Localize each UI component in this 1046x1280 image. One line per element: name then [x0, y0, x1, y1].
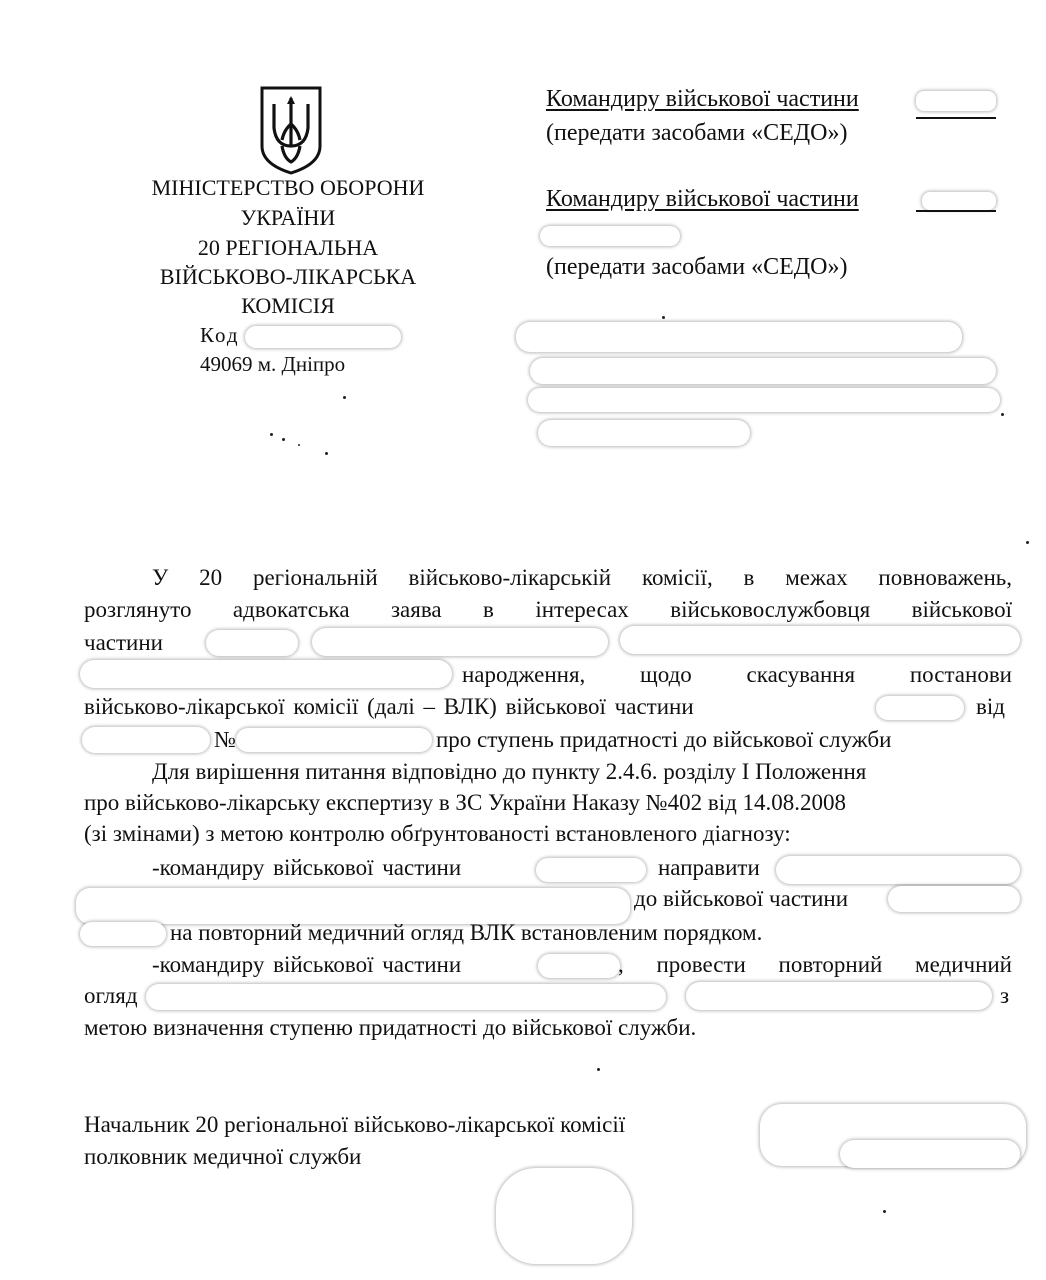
scan-speck [282, 438, 285, 441]
redaction-blot [916, 91, 996, 111]
body-p2-line2: про військово-лікарську експертизу в ЗС України Наказу №402 від 14.08.2008 [84, 790, 847, 815]
scan-speck [325, 452, 328, 455]
body-p4-line3: метою визначення ступеню придатності до військової служби. [84, 1015, 697, 1040]
redaction-blot [540, 226, 680, 246]
redaction-blot [686, 982, 992, 1010]
scan-speck [298, 444, 300, 446]
code-label: Код [200, 323, 240, 347]
scan-speck [1001, 413, 1004, 416]
redaction-blot [840, 1140, 1020, 1168]
addressee-commander-2: Командиру військової частини [546, 186, 859, 212]
redaction-blot [516, 322, 962, 352]
scan-speck [1026, 541, 1029, 544]
redaction-blot [146, 984, 666, 1010]
city-line: 49069 м. Дніпро [200, 352, 346, 376]
redaction-blot [528, 388, 1000, 412]
redaction-blot [312, 628, 608, 656]
body-p1-line2: розглянуто адвокатська заява в інтересах військовослужбовця військової [84, 597, 1012, 622]
redaction-blot [888, 886, 1020, 912]
body-p3-line2: до військової частини [634, 886, 849, 911]
underline-extension [916, 117, 996, 119]
body-p2-line1: Для вирішення питання відповідно до пункту 2.4.6. розділу І Положення [152, 759, 867, 784]
redaction-blot [236, 728, 432, 752]
redaction-blot [620, 626, 1020, 654]
redaction-blot [80, 660, 452, 688]
redaction-blot [206, 630, 298, 656]
redaction-blot [922, 192, 996, 210]
body-p4-line2a: огляд [84, 983, 138, 1008]
redaction-blot [530, 358, 996, 384]
signature-position: Начальник 20 регіональної військово-лікарської комісії [84, 1112, 626, 1137]
redaction-blot [876, 696, 964, 720]
body-p1-line1: У 20 регіональній військово-лікарській комісії, в межах повноважень, [152, 565, 1012, 590]
underline-extension [916, 210, 996, 212]
body-p1-line5a: військово-лікарської комісії (далі – ВЛК) військової частини [84, 694, 694, 719]
redaction-blot [496, 1168, 632, 1264]
body-p1-line6a: № [214, 727, 236, 752]
redaction-blot [538, 954, 620, 978]
body-p3-line3: на повторний медичний огляд ВЛК встановленим порядком. [170, 920, 763, 945]
redaction-blot [82, 727, 210, 753]
scan-speck [343, 396, 346, 399]
trident-coat-of-arms-icon [258, 84, 324, 176]
body-p1-line5b: від [976, 694, 1005, 719]
body-p4-line2b: з [1000, 983, 1010, 1008]
scan-speck [883, 1210, 886, 1213]
body-p2-line3: (зі змінами) з метою контролю обґрунтованості встановленого діагнозу: [84, 821, 791, 846]
body-p3-line1b: направити [658, 855, 760, 880]
body-p4-line1b: , провести повторний медичний [618, 952, 1012, 977]
redaction-blot [245, 326, 401, 348]
redaction-blot [536, 858, 646, 882]
redaction-blot [776, 856, 1020, 884]
body-p4-line1a: -командиру військової частини [152, 952, 462, 977]
scan-speck [662, 316, 665, 319]
org-line-commission: КОМІСІЯ [241, 293, 335, 318]
org-line-ministry: МІНІСТЕРСТВО ОБОРОНИ [151, 175, 425, 200]
body-p1-line3: частини [84, 630, 163, 655]
signature-rank: полковник медичної служби [84, 1144, 362, 1169]
addressee-via-2: (передати засобами «СЕДО») [546, 254, 848, 280]
addressee-via-1: (передати засобами «СЕДО») [546, 120, 848, 146]
body-p3-line1a: -командиру військової частини [152, 855, 462, 880]
org-line-medical: ВІЙСЬКОВО-ЛІКАРСЬКА [159, 264, 417, 289]
scan-speck [597, 1068, 600, 1071]
scan-speck [270, 433, 273, 436]
redaction-blot [80, 922, 166, 946]
body-p1-line6b: про ступень придатності до військової служби [436, 727, 892, 752]
redaction-blot [76, 888, 630, 924]
org-line-country: УКРАЇНИ [240, 205, 336, 230]
body-p1-line4: народження, щодо скасування постанови [462, 662, 1012, 687]
addressee-commander-1: Командиру військової частини [546, 86, 859, 112]
org-line-regional: 20 РЕГІОНАЛЬНА [197, 235, 379, 260]
redaction-blot [538, 420, 750, 446]
